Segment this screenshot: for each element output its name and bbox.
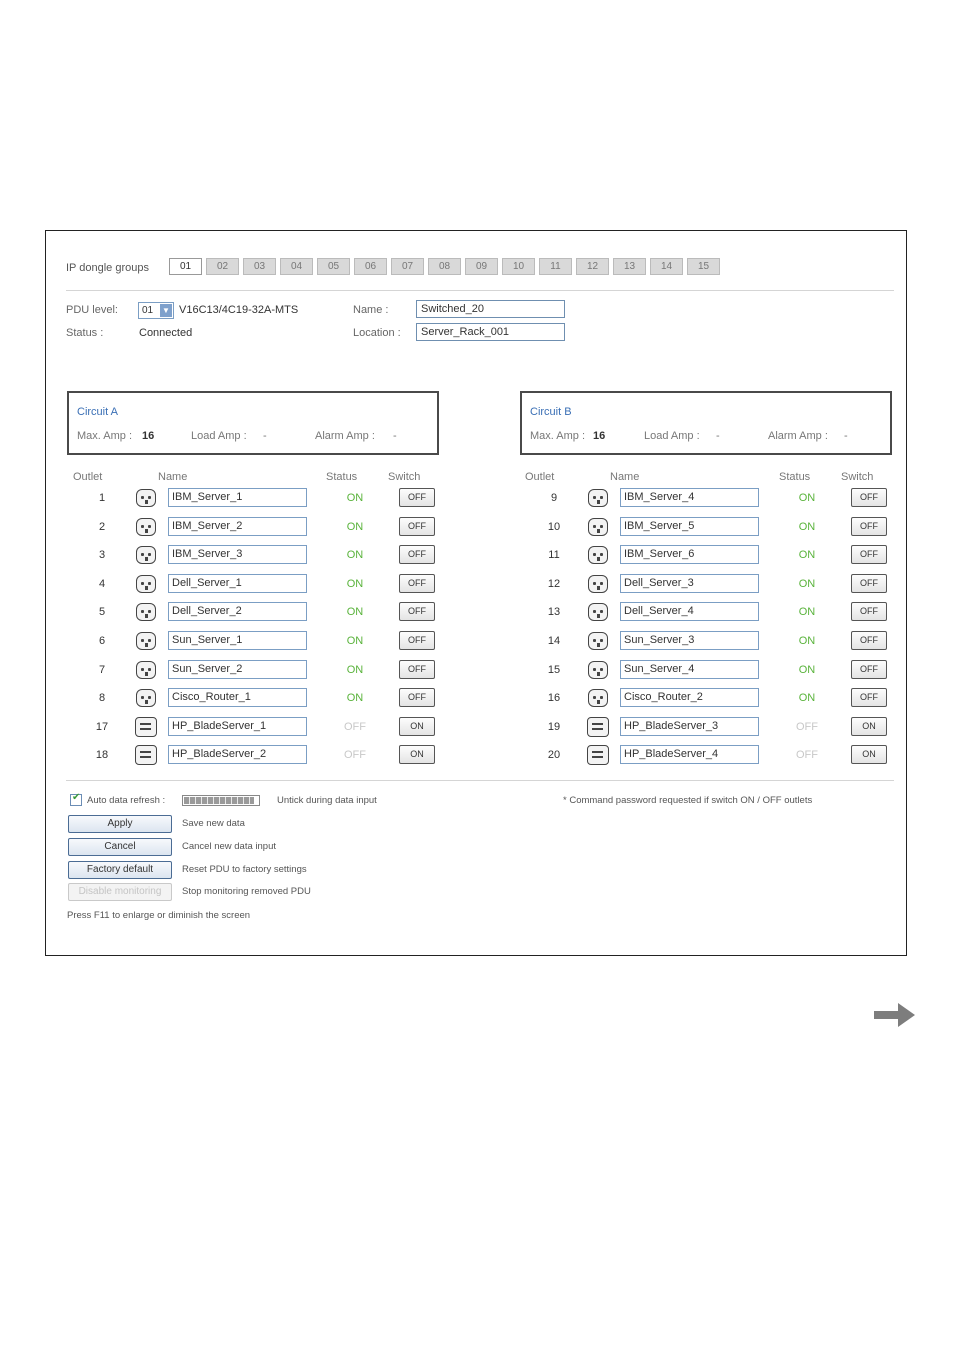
outlet-row	[58, 660, 438, 682]
outlet-row	[510, 574, 890, 596]
outlet-name-field[interactable]: HP_BladeServer_2	[168, 745, 307, 764]
password-note: * Command password requested if switch ON / OFF outlets	[563, 795, 813, 806]
group-tab-01[interactable]: 01	[169, 258, 202, 275]
cancel-button[interactable]: Cancel	[68, 838, 172, 856]
outlet-status: OFF	[344, 720, 366, 733]
status-label: Status :	[66, 327, 104, 339]
c13-plug-icon	[588, 689, 608, 707]
outlet-switch-button[interactable]: OFF	[399, 517, 435, 536]
c13-plug-icon	[588, 661, 608, 679]
outlet-number: 10	[547, 520, 561, 533]
outlet-status: ON	[346, 492, 364, 504]
pdu-level-label: PDU level:	[66, 304, 118, 316]
header-switch-a: Switch	[388, 471, 421, 483]
outlet-status: ON	[798, 635, 816, 647]
circuit-a-load-label: Load Amp :	[191, 430, 247, 442]
circuit-b-title: Circuit B	[530, 406, 572, 418]
outlet-status: ON	[346, 606, 364, 619]
outlet-name-field[interactable]: IBM_Server_1	[168, 488, 307, 507]
outlet-number: 20	[547, 749, 561, 762]
c13-plug-icon	[136, 603, 156, 621]
outlet-row	[510, 545, 890, 567]
outlet-status: ON	[346, 635, 364, 647]
outlet-switch-button[interactable]: OFF	[851, 574, 887, 593]
f11-note: Press F11 to enlarge or diminish the screen	[67, 910, 251, 921]
outlet-status: OFF	[796, 720, 818, 733]
outlet-switch-button[interactable]: OFF	[851, 545, 887, 564]
pdu-level-select[interactable]	[138, 302, 174, 319]
outlet-number: 19	[547, 720, 561, 733]
outlet-row	[510, 660, 890, 682]
outlet-row	[510, 688, 890, 710]
group-tab-06[interactable]: 06	[354, 258, 387, 275]
pdu-model: V16C13/4C19-32A-MTS	[179, 304, 299, 316]
outlet-switch-button[interactable]: OFF	[399, 660, 435, 679]
outlet-name-field[interactable]: Dell_Server_4	[620, 602, 759, 621]
outlet-row	[58, 545, 438, 567]
outlet-status: ON	[798, 520, 816, 533]
c19-plug-icon	[135, 745, 157, 765]
outlet-row	[58, 517, 438, 539]
header-name-a: Name	[158, 471, 188, 483]
pdu-name-field[interactable]: Switched_20	[416, 300, 565, 318]
c13-plug-icon	[136, 661, 156, 679]
outlet-number: 9	[550, 492, 558, 504]
group-tab-09[interactable]: 09	[465, 258, 498, 275]
outlet-name-field[interactable]: Sun_Server_1	[168, 631, 307, 650]
outlet-row	[510, 602, 890, 624]
action-description: Stop monitoring removed PDU	[182, 886, 311, 898]
pdu-panel	[45, 230, 907, 956]
outlet-name-field[interactable]: Sun_Server_3	[620, 631, 759, 650]
outlet-number: 4	[98, 577, 106, 590]
outlet-number: 16	[547, 692, 561, 705]
outlet-switch-button[interactable]: OFF	[851, 631, 887, 650]
c13-plug-icon	[136, 689, 156, 707]
outlet-row	[510, 517, 890, 539]
circuit-a-box	[67, 391, 439, 455]
outlet-status: ON	[346, 549, 364, 562]
outlet-switch-button[interactable]: OFF	[399, 631, 435, 650]
outlet-switch-button[interactable]: OFF	[399, 488, 435, 507]
c19-plug-icon	[587, 745, 609, 765]
outlet-switch-button[interactable]: OFF	[851, 602, 887, 621]
outlet-number: 14	[547, 635, 561, 647]
auto-refresh-label: Auto data refresh :	[87, 795, 166, 806]
c13-plug-icon	[136, 546, 156, 564]
c13-plug-icon	[588, 575, 608, 593]
group-tab-05[interactable]: 05	[317, 258, 350, 275]
c19-plug-icon	[135, 717, 157, 737]
outlet-row	[58, 574, 438, 596]
outlet-row	[58, 631, 438, 653]
circuit-a-load-value: -	[263, 430, 267, 442]
group-tab-03[interactable]: 03	[243, 258, 276, 275]
circuit-b-load-label: Load Amp :	[644, 430, 700, 442]
outlet-status: OFF	[344, 749, 366, 762]
c13-plug-icon	[588, 603, 608, 621]
outlet-name-field[interactable]: IBM_Server_4	[620, 488, 759, 507]
auto-refresh-checkbox[interactable]	[70, 794, 82, 806]
outlet-name-field[interactable]: Sun_Server_4	[620, 660, 759, 679]
group-tab-15[interactable]: 15	[687, 258, 720, 275]
group-tab-08[interactable]: 08	[428, 258, 461, 275]
outlet-switch-button[interactable]: OFF	[851, 488, 887, 507]
chevron-down-icon: ▼	[160, 304, 172, 317]
disable-monitoring-button: Disable monitoring	[68, 883, 172, 901]
outlet-status: ON	[346, 577, 364, 590]
outlet-number: 17	[95, 720, 109, 733]
outlet-name-field[interactable]: Sun_Server_2	[168, 660, 307, 679]
group-tab-02[interactable]: 02	[206, 258, 239, 275]
outlet-name-field[interactable]: HP_BladeServer_1	[168, 717, 307, 736]
outlet-switch-button[interactable]: OFF	[399, 545, 435, 564]
header-switch-b: Switch	[841, 471, 874, 483]
header-outlet-b: Outlet	[525, 471, 555, 483]
outlet-status: ON	[798, 492, 816, 504]
c13-plug-icon	[588, 489, 608, 507]
outlet-name-field[interactable]: Cisco_Router_2	[620, 688, 759, 707]
circuit-b-max-label: Max. Amp :	[530, 430, 586, 442]
group-tab-13[interactable]: 13	[613, 258, 646, 275]
outlet-switch-button[interactable]: OFF	[851, 517, 887, 536]
outlet-number: 5	[98, 606, 106, 619]
outlet-name-field[interactable]: Dell_Server_2	[168, 602, 307, 621]
outlet-number: 6	[98, 635, 106, 647]
action-description: Reset PDU to factory settings	[182, 863, 307, 875]
outlet-name-field[interactable]: Dell_Server_1	[168, 574, 307, 593]
outlet-name-field[interactable]: IBM_Server_3	[168, 545, 307, 564]
outlet-status: ON	[798, 577, 816, 590]
outlet-switch-button[interactable]: OFF	[851, 688, 887, 707]
outlet-number: 1	[98, 492, 106, 504]
group-tab-04[interactable]: 04	[280, 258, 313, 275]
group-tab-10[interactable]: 10	[502, 258, 535, 275]
outlet-name-field[interactable]: IBM_Server_2	[168, 517, 307, 536]
circuit-b-box	[520, 391, 892, 455]
outlet-switch-button[interactable]: ON	[399, 745, 435, 764]
circuit-b-alarm-value: -	[844, 430, 848, 442]
c13-plug-icon	[588, 546, 608, 564]
pdu-level-value: 01	[142, 305, 154, 316]
action-description: Save new data	[182, 818, 245, 829]
outlet-name-field[interactable]: HP_BladeServer_3	[620, 717, 759, 736]
refresh-progress-fill	[184, 797, 254, 804]
circuit-b-alarm-label: Alarm Amp :	[768, 430, 828, 442]
refresh-progress-bar	[182, 795, 260, 806]
status-value: Connected	[139, 327, 193, 339]
name-label: Name :	[353, 304, 389, 316]
outlet-switch-button[interactable]: OFF	[399, 602, 435, 621]
outlet-row	[58, 745, 438, 767]
outlet-number: 3	[98, 549, 106, 562]
location-label: Location :	[353, 327, 401, 339]
outlet-name-field[interactable]: HP_BladeServer_4	[620, 745, 759, 764]
outlet-number: 12	[547, 577, 561, 590]
header-name-b: Name	[610, 471, 640, 483]
circuit-b-max-value: 16	[593, 430, 606, 442]
outlet-status: ON	[798, 692, 816, 705]
outlet-switch-button[interactable]: OFF	[399, 574, 435, 593]
group-tabs	[169, 258, 720, 275]
group-tab-14[interactable]: 14	[650, 258, 683, 275]
c19-plug-icon	[587, 717, 609, 737]
group-tab-07[interactable]: 07	[391, 258, 424, 275]
group-tab-11[interactable]: 11	[539, 258, 572, 275]
c13-plug-icon	[136, 575, 156, 593]
outlet-row	[58, 488, 438, 510]
divider	[66, 780, 894, 781]
outlet-number: 13	[547, 606, 561, 619]
pdu-location-field[interactable]: Server_Rack_001	[416, 323, 565, 341]
apply-button[interactable]: Apply	[68, 815, 172, 833]
group-tab-12[interactable]: 12	[576, 258, 609, 275]
circuit-a-alarm-label: Alarm Amp :	[315, 430, 375, 442]
header-status-a: Status	[326, 471, 358, 483]
outlet-row	[510, 488, 890, 510]
header-status-b: Status	[779, 471, 811, 483]
c13-plug-icon	[588, 632, 608, 650]
outlet-row	[58, 717, 438, 739]
outlet-row	[58, 688, 438, 710]
circuit-a-max-label: Max. Amp :	[77, 430, 133, 442]
outlet-row	[510, 631, 890, 653]
outlet-name-field[interactable]: IBM_Server_6	[620, 545, 759, 564]
outlet-name-field[interactable]: Dell_Server_3	[620, 574, 759, 593]
c13-plug-icon	[136, 518, 156, 536]
outlet-status: ON	[798, 606, 816, 619]
outlet-number: 15	[547, 663, 561, 676]
outlet-status: ON	[798, 663, 816, 676]
circuit-a-alarm-value: -	[393, 430, 397, 442]
c13-plug-icon	[588, 518, 608, 536]
outlet-status: ON	[346, 663, 364, 676]
divider	[66, 290, 894, 291]
groups-label: IP dongle groups	[66, 262, 149, 274]
c13-plug-icon	[136, 632, 156, 650]
arrow-right-icon	[874, 1000, 916, 1030]
outlet-name-field[interactable]: IBM_Server_5	[620, 517, 759, 536]
circuit-b-load-value: -	[716, 430, 720, 442]
outlet-name-field[interactable]: Cisco_Router_1	[168, 688, 307, 707]
outlet-status: ON	[798, 549, 816, 562]
outlet-row	[510, 717, 890, 739]
outlet-status: ON	[346, 520, 364, 533]
outlet-number: 18	[95, 749, 109, 762]
outlet-number: 11	[548, 549, 560, 562]
outlet-number: 8	[98, 692, 106, 705]
outlet-switch-button[interactable]: ON	[851, 745, 887, 764]
outlet-switch-button[interactable]: ON	[851, 717, 887, 736]
outlet-number: 7	[98, 663, 106, 676]
outlet-status: ON	[346, 692, 364, 705]
outlet-number: 2	[98, 520, 106, 533]
outlet-switch-button[interactable]: ON	[399, 717, 435, 736]
outlet-row	[58, 602, 438, 624]
c13-plug-icon	[136, 489, 156, 507]
header-outlet-a: Outlet	[73, 471, 103, 483]
outlet-status: OFF	[796, 749, 818, 762]
action-description: Cancel new data input	[182, 840, 277, 852]
outlet-switch-button[interactable]: OFF	[399, 688, 435, 707]
factory-default-button[interactable]: Factory default	[68, 861, 172, 879]
outlet-switch-button[interactable]: OFF	[851, 660, 887, 679]
circuit-a-title: Circuit A	[77, 406, 118, 418]
circuit-a-max-value: 16	[142, 430, 155, 442]
untick-note: Untick during data input	[277, 795, 377, 806]
outlet-row	[510, 745, 890, 767]
